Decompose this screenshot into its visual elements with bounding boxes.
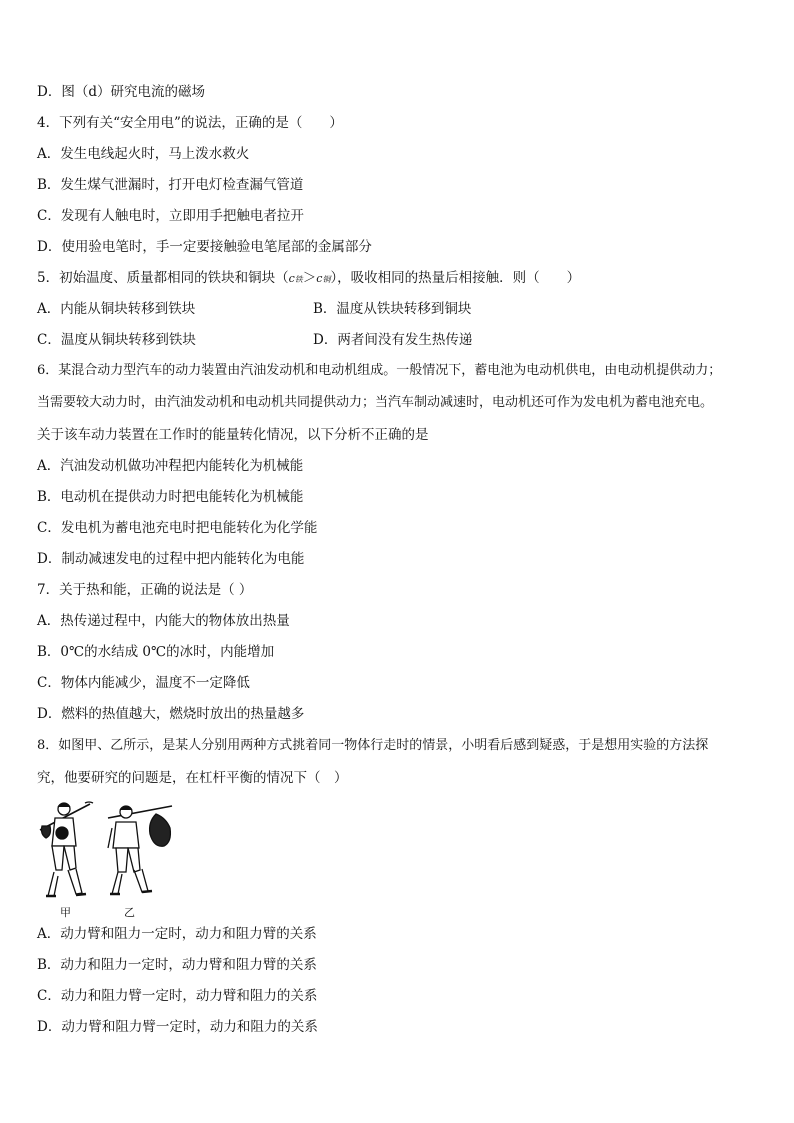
q4-option-a: A．发生电线起火时，马上泼水救火 [37,146,250,162]
q7-option-b: B．0℃的水结成 0℃的冰时，内能增加 [37,644,275,660]
q5-c-iron: c [288,272,295,285]
q5-option-d: D．两者间没有发生热传递 [313,332,473,348]
q5-sub-iron: 铁 [294,275,303,284]
figure-label-yi: 乙 [124,906,135,919]
q4-option-b: B．发生煤气泄漏时，打开电灯检查漏气管道 [37,177,304,193]
q5-c-copper: c [316,272,323,285]
q5-greater-than: ＞ [302,270,317,286]
q8-option-d: D．动力臂和阻力臂一定时，动力和阻力的关系 [37,1019,318,1035]
q6-option-d: D．制动减速发电的过程中把内能转化为电能 [37,551,305,567]
q5-option-a: A．内能从铜块转移到铁块 [37,301,196,317]
q6-option-a: A．汽油发动机做功冲程把内能转化为机械能 [37,458,304,474]
q8-option-a: A．动力臂和阻力一定时，动力和阻力臂的关系 [37,926,317,942]
q3-option-d: D．图（d）研究电流的磁场 [37,84,205,100]
q5-options-row-2 [37,331,737,349]
q5-options-row-1 [37,300,737,318]
q7-option-a: A．热传递过程中，内能大的物体放出热量 [37,613,290,629]
figure-label-jia: 甲 [60,906,71,919]
q6-stem-line-3: 关于该车动力装置在工作时的能量转化情况，以下分析不正确的是 [37,427,429,443]
q5-stem [37,269,580,289]
q5-stem-pre: 5．初始温度、质量都相同的铁块和铜块（ [37,270,289,286]
q7-option-c: C．物体内能减少，温度不一定降低 [37,675,250,691]
q8-option-b: B．动力和阻力一定时，动力臂和阻力臂的关系 [37,957,317,973]
q4-stem: 4．下列有关“安全用电”的说法，正确的是（ ） [37,115,343,131]
q6-stem-line-1: 6．某混合动力型汽车的动力装置由汽油发动机和电动机组成。一般情况下，蓄电池为电动机供电，由电动机提供动力； [37,363,722,378]
q6-stem-line-2: 当需要较大动力时，由汽油发动机和电动机共同提供动力；当汽车制动减速时，电动机还可作为发电机为蓄电池充电。 [37,395,714,410]
q5-sub-copper: 铜 [322,275,331,284]
q5-option-c: C．温度从铜块转移到铁块 [37,332,196,348]
q4-option-c: C．发现有人触电时，立即用手把触电者拉开 [37,208,304,224]
q8-stem-line-1: 8．如图甲、乙所示，是某人分别用两种方式挑着同一物体行走时的情景，小明看后感到疑惑，于是想用实验的方法探 [37,738,709,753]
person-jia [40,802,93,896]
q8-stem-line-2: 究，他要研究的问题是，在杠杆平衡的情况下（ ） [37,770,348,786]
q7-option-d: D．燃料的热值越大，燃烧时放出的热量越多 [37,706,305,722]
q7-stem: 7．关于热和能，正确的说法是（ ） [37,582,253,598]
q6-option-b: B．电动机在提供动力时把电能转化为机械能 [37,489,304,505]
q4-option-d: D．使用验电笔时，手一定要接触验电笔尾部的金属部分 [37,239,372,255]
q6-option-c: C．发电机为蓄电池充电时把电能转化为化学能 [37,520,318,536]
q5-option-b: B．温度从铁块转移到铜块 [313,301,472,317]
q8-figure [38,800,178,920]
person-yi [108,806,172,894]
q8-option-c: C．动力和阻力臂一定时，动力臂和阻力的关系 [37,988,318,1004]
carrying-figures-illustration [38,800,178,902]
q5-stem-post: ），吸收相同的热量后相接触．则（ ） [330,270,581,286]
